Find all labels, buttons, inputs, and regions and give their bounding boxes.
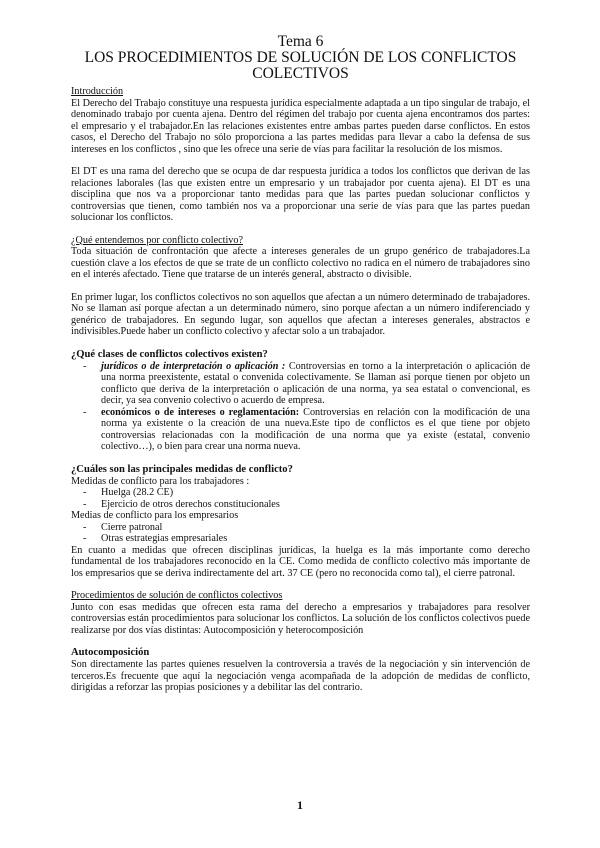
proc-heading: Procedimientos de solución de conflictos colectivos (71, 590, 283, 601)
proc-paragraph: Junto con esas medidas que ofrecen esta rama del derecho a empresarios y trabajadores para resolver controversias están procedimientos para solucionar los conflictos. La solución de los conflictos colectivos puede realizarse por dos vías distintas: Autocomposición y heterocomposición (71, 601, 530, 636)
list-item (101, 361, 530, 407)
que-paragraph-2: En primer lugar, los conflictos colectivos no son aquellos que afectan a un número determinado de trabajadores. No se llaman así porque afectan a un determinado número, sino porque afectan a un número indiferenciado y genérico de trabajadores. En segundo lugar, son aquellos que afectan a intereses generales, abstractos e indivisibles.Puede haber un conflicto colectivo y afectar solo a un trabajador. (71, 291, 530, 337)
list-item: - Otras estrategias empresariales (101, 533, 530, 545)
medidas-paragraph: En cuanto a medidas que ofrecen disciplinas jurídicas, la huelga es la más importante como derecho fundamental de los trabajadores reconocido en la CE. Como medida de conflicto colectivo más importante de los empresarios que se deriva indirectamente del art. 37 CE (pero no reconocida como tal), el cierre patronal. (71, 544, 530, 579)
medidas-heading: ¿Cuáles son las principales medidas de conflicto? (71, 463, 293, 475)
intro-paragraph-1: El Derecho del Trabajo constituye una respuesta jurídica especialmente adaptada a un tipo singular de trabajo, el denominado trabajo por cuenta ajena. Dentro del régimen del trabajo por cuenta ajena encontramos dos partes: el empresario y el trabajador.En las relaciones existentes entre ambas partes pueden darse conflictos. En estos casos, el Derecho del Trabajo no sólo proporciona a las partes medidas para llevar a cabo la defensa de sus intereses en los conflictos , sino que les ofrece una serie de vías para facilitar la resolución de los mismos. (71, 97, 530, 155)
tema-title: Tema 6 (277, 33, 324, 50)
document-title-line2: COLECTIVOS (252, 65, 349, 82)
list-item (101, 407, 530, 453)
document-title-line1: LOS PROCEDIMIENTOS DE SOLUCIÓN DE LOS CONFLICTOS (84, 49, 517, 66)
clase-text: Controversias en relación con la modificación de una norma ya existente o la creación de una nueva.Este tipo de conflictos es el que tiene por objeto controversias relacionadas con la modificación de una norma que ya existe (estatal, convenio colectivo…), o bien para crear una norma nueva. (101, 406, 530, 452)
medidas-empresarios-label: Medias de conflicto para los empresarios (71, 510, 239, 521)
auto-heading: Autocomposición (71, 647, 150, 658)
que-paragraph-1: Toda situación de confrontación que afecte a intereses generales de un grupo genérico de trabajadores.La cuestión clave a los efectos de que se trate de un conflicto colectivo no radica en el número de trabajadores sino en el interés afectado. Tiene que tratarse de un interés general, abstracto o divisible. (71, 246, 530, 280)
auto-paragraph: Son directamente las partes quienes resuelven la controversia a través de la negociación y sin intervención de terceros.Es frecuente que aquí la negociación venga acompañada de la adopción de medidas de conflicto, dirigidas a reforzar las propias posiciones y a debilitar las del contrario. (71, 659, 530, 693)
clase-term: jurídicos o de interpretación o aplicación : (101, 360, 286, 372)
clases-heading: ¿Qué clases de conflictos colectivos existen? (71, 348, 268, 360)
list-item: - Ejercicio de otros derechos constitucionales (101, 499, 530, 511)
que-heading: ¿Qué entendemos por conflicto colectivo? (71, 234, 243, 246)
list-item: - Cierre patronal (101, 522, 530, 534)
intro-paragraph-2: El DT es una rama del derecho que se ocupa de dar respuesta jurídica a todos los conflictos que derivan de las relaciones laborales (las que existen entre un empresario y un trabajador por cuenta ajena). El DT es una disciplina que nos va a proporcionar tanto medidas para que las partes puedan solucionar conflictos y controversias que tienen, como también nos va a proporcionar una serie de vías para que las partes puedan solucionar los conflictos. (71, 166, 530, 223)
intro-heading: Introducción (71, 86, 124, 97)
page-number: 1 (297, 798, 303, 812)
medidas-empresarios-list (71, 522, 530, 545)
clase-text: Controversias en torno a la interpretación o aplicación de una norma preexistente, estatal o convenida colectivamente. Se llaman así porque tienen por objeto un conflicto que deriva de la interpretación o aplicación de una norma, ya sea estatal o convencional, es decir, ya sea convenio colectivo o acuerdo de empresa. (101, 360, 530, 406)
document-page (71, 34, 530, 694)
clases-list (71, 361, 530, 453)
medidas-trabajadores-label: Medidas de conflicto para los trabajadores : (71, 475, 250, 487)
list-item: - Huelga (28.2 CE) (101, 487, 530, 499)
clase-term: económicos o de intereses o reglamentación: (101, 406, 300, 418)
medidas-trabajadores-list (71, 487, 530, 510)
